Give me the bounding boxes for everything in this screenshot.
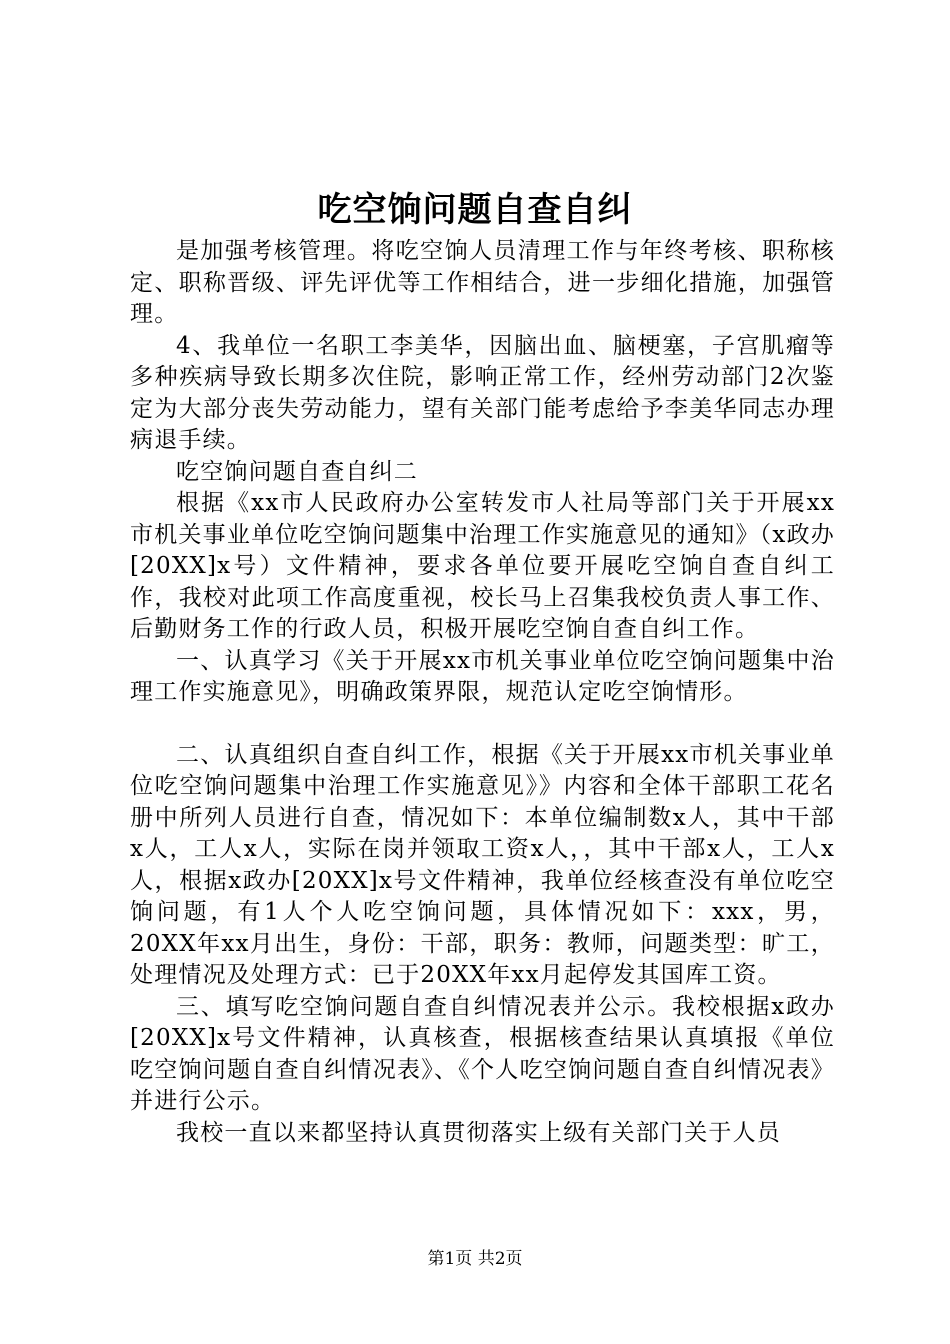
section-heading: 吃空饷问题自查自纠二 — [176, 458, 418, 485]
paragraph: 我校一直以来都坚持认真贯彻落实上级有关部门关于人员 — [176, 1119, 781, 1146]
paragraph: 三、填写吃空饷问题自查自纠情况表并公示。我校根据x政办[20XX]x号文件精神，认真核查，根据核查结果认真填报《单位吃空饷问题自查自纠情况表》、《个人吃空饷问题自查自纠情况表》并进行公示。 — [130, 993, 835, 1114]
paragraph: 一、认真学习《关于开展xx市机关事业单位吃空饷问题集中治理工作实施意见》，明确政策界限，规范认定吃空饷情形。 — [130, 647, 835, 705]
paragraph: 4、我单位一名职工李美华，因脑出血、脑梗塞，子宫肌瘤等多种疾病导致长期多次住院，影响正常工作，经州劳动部门2次鉴定为大部分丧失劳动能力，望有关部门能考虑给予李美华同志办理病退手续。 — [130, 332, 835, 453]
page-footer: 第1页 共2页 — [427, 1249, 523, 1269]
paragraph: 是加强考核管理。将吃空饷人员清理工作与年终考核、职称核定、职称晋级、评先评优等工作相结合，进一步细化措施，加强管理。 — [130, 238, 835, 327]
paragraph: 根据《xx市人民政府办公室转发市人社局等部门关于开展xx市机关事业单位吃空饷问题集中治理工作实施意见的通知》（x政办[20XX]x号）文件精神，要求各单位要开展吃空饷自查自纠工作，我校对此项工作高度重视，校长马上召集我校负责人事工作、后勤财务工作的行政人员，积极开展吃空饷自查自纠工作。 — [130, 490, 835, 642]
document-body — [130, 236, 835, 1149]
document-title: 吃空饷问题自查自纠 — [317, 190, 633, 230]
paragraph: 二、认真组织自查自纠工作，根据《关于开展xx市机关事业单位吃空饷问题集中治理工作实施意见》》内容和全体干部职工花名册中所列人员进行自查，情况如下：本单位编制数x人，其中干部x人，工人x人，实际在岗并领取工资x人，，其中干部x人，工人x人，根据x政办[20XX]x号文件精神，我单位经核查没有单位吃空饷问题，有1人个人吃空饷问题，具体情况如下：xxx，男，20XX年xx月出生，身份：干部，职务：教师，问题类型：旷工，处理情况及处理方式：已于20XX年xx月起停发其国库工资。 — [130, 741, 835, 988]
